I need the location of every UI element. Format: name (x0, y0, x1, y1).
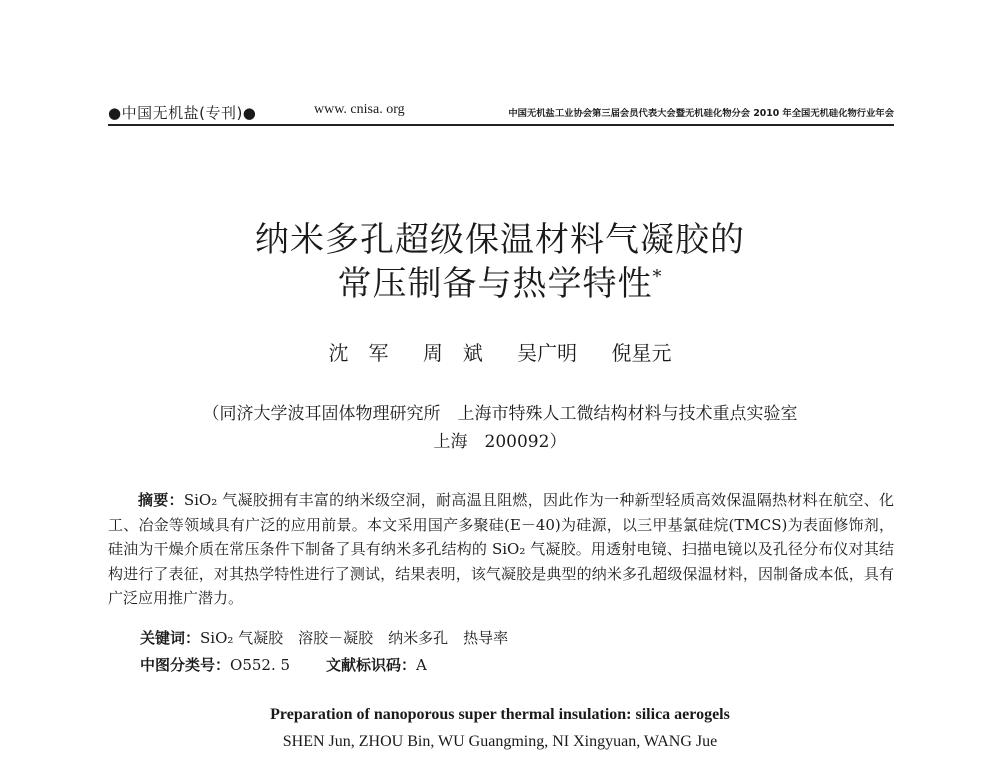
author-name: 倪星元 (611, 341, 672, 365)
conference-name: 中国无机盐工业协会第三届会员代表大会暨无机硅化物分会 2010 年全国无机硅化物行业年会 (508, 108, 894, 119)
document-code-value: A (416, 656, 427, 674)
affiliation-line-2: 上海 200092） (433, 432, 567, 452)
document-code-label: 文献标识码： (326, 656, 417, 674)
title-footnote-marker: * (652, 266, 663, 288)
abstract (108, 488, 894, 611)
classification-label: 中图分类号： (140, 656, 231, 674)
paper-title-text: 常压制备与热学特性 (337, 264, 653, 304)
classification-value: O552. 5 (230, 656, 291, 674)
journal-name: ●中国无机盐(专刊)● (108, 104, 257, 122)
author-name: 吴广明 (517, 341, 578, 365)
classification (140, 654, 427, 675)
english-title: Preparation of nanoporous super thermal insulation: silica aerogels (270, 706, 730, 723)
abstract-label: 摘要： (138, 491, 184, 509)
affiliation-line-1: （同济大学波耳固体物理研究所 上海市特殊人工微结构材料与技术重点实验室 (202, 404, 798, 424)
paper-title-line-2 (0, 256, 1000, 305)
keywords-label: 关键词： (140, 629, 201, 647)
abstract-text: SiO₂ 气凝胶拥有丰富的纳米级空洞，耐高温且阻燃，因此作为一种新型轻质高效保温隔热材料在航空、化工、冶金等领域具有广泛的应用前景。本文采用国产多聚硅(E－40)为硅源，以三甲基氯硅烷(TMCS)为表面修饰剂，硅油为干燥介质在常压条件下制备了具有纳米多孔结构的 SiO₂ 气凝胶。用透射电镜、扫描电镜以及孔径分布仪对其结构进行了表征，对其热学特性进行了测试，结果表明，该气凝胶是典型的纳米多孔超级保温材料，因制备成本低，具有广泛应用推广潜力。 (108, 491, 894, 607)
english-authors: SHEN Jun, ZHOU Bin, WU Guangming, NI Xingyuan, WANG Jue (282, 733, 718, 750)
author-list (0, 337, 1000, 366)
keywords (140, 627, 508, 648)
author-name: 沈 军 (328, 341, 389, 365)
paper-title-line-1: 纳米多孔超级保温材料气凝胶的 (255, 220, 745, 260)
keywords-text: SiO₂ 气凝胶 溶胶－凝胶 纳米多孔 热导率 (200, 629, 509, 647)
page-header (108, 100, 894, 126)
author-name: 周 斌 (422, 341, 483, 365)
website-link[interactable]: www. cnisa. org (314, 102, 405, 117)
